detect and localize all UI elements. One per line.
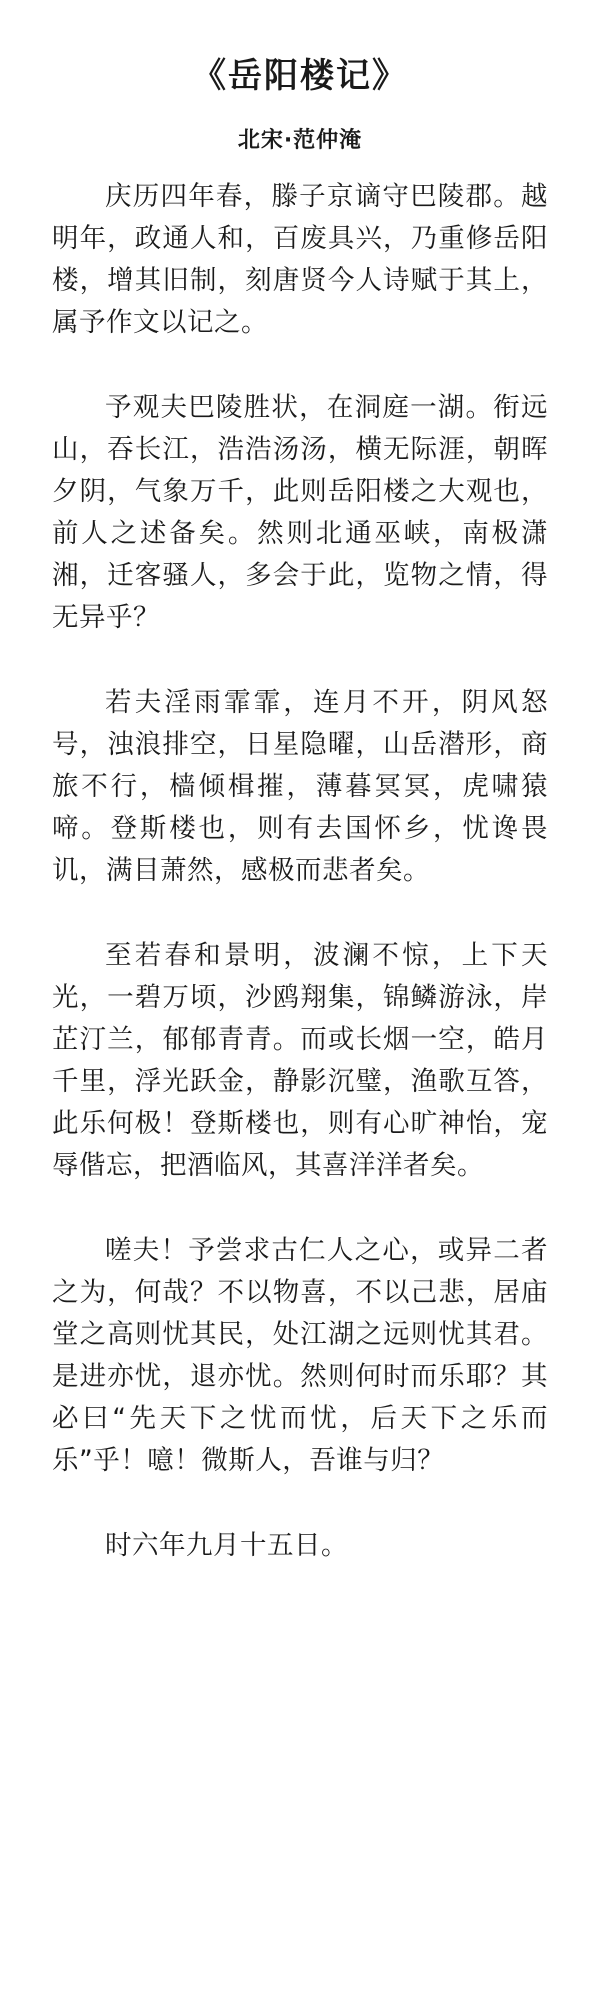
date-line: 时六年九月十五日。: [105, 1530, 348, 1561]
paragraph: 至若春和景明，波澜不惊，上下天光，一碧万顷，沙鸥翔集，锦鳞游泳，岸芷汀兰，郁郁青青。而或长烟一空，皓月千里，浮光跃金，静影沉璧，渔歌互答，此乐何极！登斯楼也，则有心旷神怡，宠辱偕忘，把酒临风，其喜洋洋者矣。: [52, 940, 548, 1181]
document-body: [52, 176, 548, 1567]
paragraph: 若夫淫雨霏霏，连月不开，阴风怒号，浊浪排空，日星隐曜，山岳潜形，商旅不行，樯倾楫摧，薄暮冥冥，虎啸猿啼。登斯楼也，则有去国怀乡，忧谗畏讥，满目萧然，感极而悲者矣。: [52, 687, 548, 886]
document-title: 《岳阳楼记》: [192, 56, 408, 96]
paragraph: 予观夫巴陵胜状，在洞庭一湖。衔远山，吞长江，浩浩汤汤，横无际涯，朝晖夕阴，气象万千，此则岳阳楼之大观也，前人之述备矣。然则北通巫峡，南极潇湘，迁客骚人，多会于此，览物之情，得无异乎？: [52, 392, 548, 633]
paragraph: 嗟夫！予尝求古仁人之心，或异二者之为，何哉？不以物喜，不以己悲，居庙堂之高则忧其民，处江湖之远则忧其君。是进亦忧，退亦忧。然则何时而乐耶？其必曰“先天下之忧而忧，后天下之乐而乐”乎！噫！微斯人，吾谁与归？: [52, 1235, 548, 1476]
paragraph: 庆历四年春，滕子京谪守巴陵郡。越明年，政通人和，百废具兴，乃重修岳阳楼，增其旧制，刻唐贤今人诗赋于其上，属予作文以记之。: [52, 181, 548, 338]
document-author: 北宋·范仲淹: [237, 128, 363, 153]
